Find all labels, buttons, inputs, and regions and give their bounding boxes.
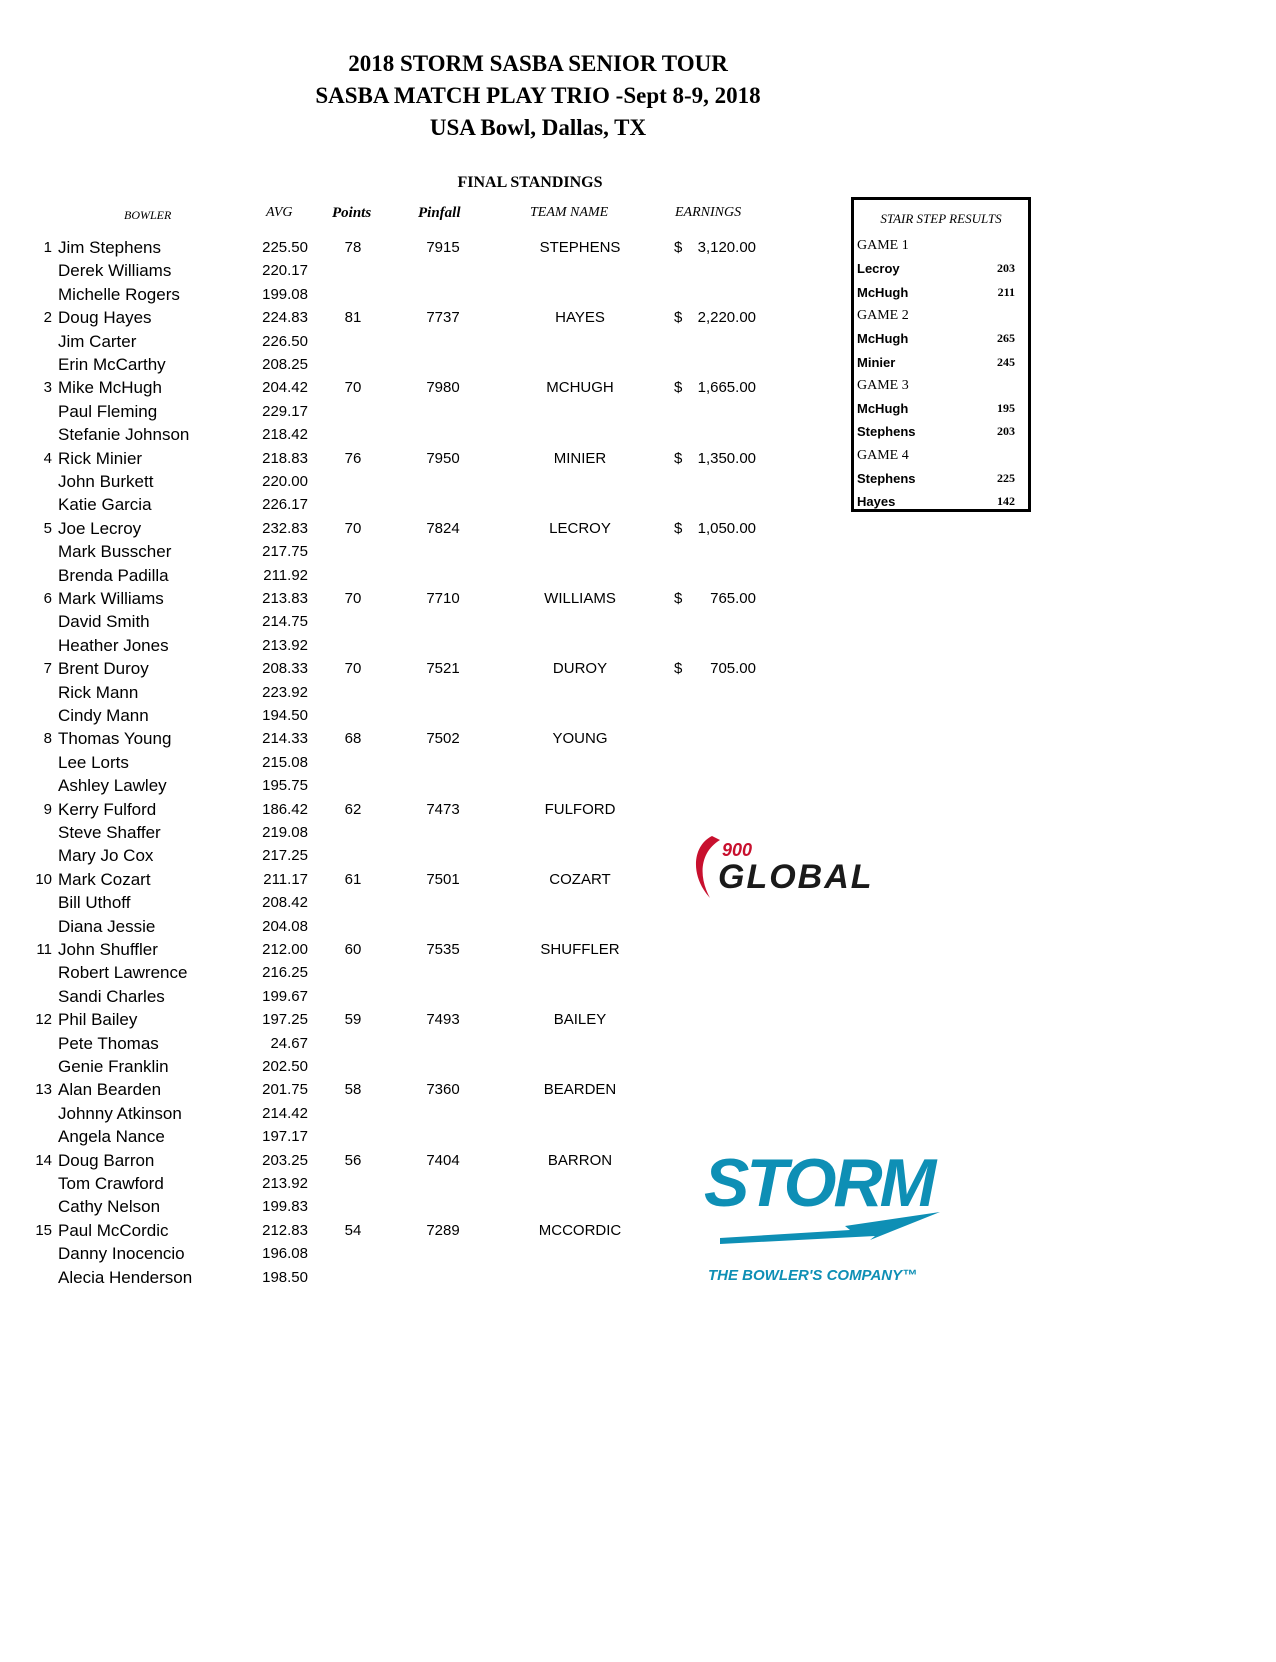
stair-step-title: STAIR STEP RESULTS	[880, 211, 1002, 226]
team-pinfall: 7915	[426, 239, 460, 256]
stair-step-player-score: 203	[997, 424, 1015, 439]
storm-logo-word: STORM	[704, 1145, 934, 1221]
team-pinfall: 7502	[426, 730, 460, 748]
bowler-average: 198.50	[262, 1268, 308, 1286]
team-name: WILLIAMS	[544, 590, 616, 607]
bowler-name: Doug Hayes	[58, 308, 152, 328]
stair-step-player-name: McHugh	[857, 331, 909, 347]
stair-step-player-score: 203	[997, 261, 1015, 276]
team-name: LECROY	[549, 519, 611, 537]
team-pinfall: 7360	[426, 1081, 460, 1099]
team-earnings: 3,120.00	[697, 239, 756, 256]
bowler-average: 194.50	[262, 707, 308, 724]
team-pinfall: 7493	[426, 1011, 460, 1029]
bowler-name: Doug Barron	[58, 1150, 155, 1170]
earnings-currency: $	[674, 449, 683, 467]
bowler-name: Johnny Atkinson	[58, 1103, 182, 1123]
team-name: BARRON	[547, 1151, 613, 1169]
bowler-name: Alan Bearden	[58, 1080, 162, 1100]
team-name: SHUFFLER	[540, 941, 620, 958]
bowler-name: Erin McCarthy	[58, 355, 166, 374]
team-earnings: 765.00	[710, 590, 756, 607]
bowler-name: Jim Carter	[58, 331, 137, 351]
team-points: 60	[344, 941, 362, 958]
bowler-name: Alecia Henderson	[58, 1267, 193, 1287]
document-title	[0, 48, 1076, 144]
team-rank: 5	[43, 519, 52, 537]
stair-step-player-score: 265	[997, 331, 1015, 346]
bowler-average: 226.50	[262, 332, 308, 350]
header-bowler: BOWLER	[124, 208, 172, 222]
bowler-average: 199.83	[262, 1198, 308, 1216]
bowler-average: 214.42	[262, 1104, 308, 1122]
bowler-average: 211.17	[263, 870, 308, 888]
bowler-average: 220.00	[262, 473, 308, 490]
stair-step-game-label: GAME 4	[857, 447, 909, 463]
bowler-name: Rick Mann	[58, 682, 139, 702]
stair-step-player-score: 225	[997, 471, 1015, 485]
bowler-name: John Shuffler	[58, 940, 158, 959]
bowler-name: Derek Williams	[58, 261, 172, 281]
stair-step-player-score: 211	[997, 284, 1015, 299]
team-points: 78	[344, 239, 362, 256]
bowler-average: 224.83	[262, 309, 308, 327]
900-global-number: 900	[722, 840, 753, 860]
bowler-average: 232.83	[262, 519, 308, 537]
stair-step-player-row	[857, 327, 1025, 350]
team-pinfall: 7404	[426, 1151, 460, 1169]
bowler-average: 229.17	[262, 402, 308, 420]
team-points: 76	[344, 449, 362, 467]
bowler-name: John Burkett	[58, 472, 154, 491]
team-name: YOUNG	[552, 730, 608, 748]
bowler-average: 225.50	[262, 239, 308, 256]
stair-step-player-row	[857, 467, 1025, 490]
stair-step-player-name: Hayes	[857, 494, 896, 510]
team-name: BAILEY	[553, 1011, 607, 1029]
bowler-average: 211.92	[263, 566, 308, 584]
team-points: 68	[344, 730, 362, 748]
team-rank: 3	[43, 379, 52, 397]
team-name: MCCORDIC	[538, 1221, 622, 1239]
bowler-average: 217.75	[262, 543, 308, 561]
team-rank: 10	[35, 870, 52, 888]
bowler-average: 216.25	[262, 964, 308, 982]
bowler-average: 199.08	[262, 285, 308, 303]
bowler-name: Ashley Lawley	[58, 776, 167, 796]
bowler-name: Mary Jo Cox	[58, 846, 154, 866]
team-name: FULFORD	[544, 800, 616, 818]
bowler-average: 212.00	[262, 941, 308, 958]
team-points: 54	[344, 1221, 362, 1239]
title-line-1: 2018 STORM SASBA SENIOR TOUR	[348, 51, 728, 76]
bowler-average: 214.75	[262, 613, 308, 631]
900-global-word: GLOBAL	[718, 858, 874, 896]
bowler-name: Sandi Charles	[58, 986, 165, 1006]
bowler-average: 214.33	[262, 730, 308, 748]
team-earnings: 705.00	[710, 660, 756, 678]
bowler-average: 223.92	[262, 683, 308, 701]
900-global-swoosh	[696, 836, 720, 898]
team-rank: 1	[43, 239, 52, 256]
section-title: FINAL STANDINGS	[457, 174, 603, 191]
bowler-average: 213.92	[262, 636, 308, 654]
bowler-average: 186.42	[262, 800, 308, 818]
bowler-average: 197.25	[262, 1011, 308, 1029]
team-name: BEARDEN	[543, 1081, 617, 1099]
bowler-name: Heather Jones	[58, 635, 169, 655]
bowler-name: David Smith	[58, 612, 150, 632]
team-points: 56	[344, 1151, 362, 1169]
team-rank: 4	[43, 449, 52, 467]
header-earnings: EARNINGS	[675, 205, 742, 220]
bowler-name: Michelle Rogers	[58, 284, 180, 304]
team-pinfall: 7501	[426, 870, 460, 888]
team-pinfall: 7473	[426, 800, 460, 818]
team-points: 58	[344, 1081, 362, 1099]
bowler-name: Paul Fleming	[58, 401, 158, 421]
bowler-average: 197.17	[262, 1128, 308, 1146]
bowler-average: 218.42	[262, 426, 308, 444]
bowler-name: Diana Jessie	[58, 916, 156, 936]
team-points: 61	[344, 870, 362, 888]
stair-step-game-label: GAME 1	[857, 238, 909, 253]
team-points: 70	[344, 660, 362, 678]
bowler-average: 219.08	[262, 824, 308, 841]
team-earnings: 1,050.00	[697, 519, 756, 537]
bowler-average: 203.25	[262, 1151, 308, 1169]
bowler-name: Genie Franklin	[58, 1057, 169, 1076]
bowler-average: 204.42	[262, 379, 308, 397]
bowler-name: Joe Lecroy	[58, 518, 142, 538]
team-earnings: 2,220.00	[697, 309, 756, 327]
bowler-name: Mike McHugh	[58, 378, 162, 398]
bowler-average: 213.92	[262, 1175, 308, 1192]
bowler-name: Brenda Padilla	[58, 565, 169, 585]
bowler-average: 217.25	[262, 847, 308, 865]
bowler-name: Angela Nance	[58, 1127, 165, 1147]
team-pinfall: 7521	[426, 660, 460, 678]
earnings-currency: $	[674, 309, 683, 327]
bowler-average: 208.42	[262, 894, 308, 912]
bowler-average: 208.25	[262, 356, 308, 373]
stair-step-player-row	[857, 257, 1025, 280]
bowler-average: 201.75	[262, 1081, 308, 1099]
stair-step-player-name: McHugh	[857, 401, 909, 417]
bowler-average: 195.75	[262, 777, 308, 795]
team-rank: 14	[35, 1151, 52, 1169]
team-rank: 9	[43, 800, 52, 818]
bowler-name: Paul McCordic	[58, 1220, 169, 1240]
team-rank: 11	[36, 941, 52, 958]
earnings-currency: $	[674, 519, 683, 537]
bowler-name: Steve Shaffer	[58, 823, 161, 842]
bowler-name: Thomas Young	[58, 729, 172, 749]
team-pinfall: 7737	[426, 309, 460, 327]
team-points: 62	[344, 800, 362, 818]
team-points: 70	[344, 519, 362, 537]
bowler-name: Stefanie Johnson	[58, 425, 190, 445]
header-avg: AVG	[266, 205, 293, 220]
team-name: HAYES	[555, 309, 605, 327]
bowler-average: 202.50	[262, 1058, 308, 1075]
stair-step-player-name: McHugh	[857, 284, 909, 300]
team-earnings: 1,350.00	[697, 449, 756, 467]
bowler-name: Cathy Nelson	[58, 1197, 161, 1217]
team-points: 70	[344, 590, 362, 607]
team-pinfall: 7710	[426, 590, 460, 607]
stair-step-player-score: 245	[997, 354, 1015, 369]
team-name: DUROY	[552, 660, 608, 678]
bowler-name: Danny Inocencio	[58, 1244, 185, 1264]
team-rank: 12	[35, 1011, 52, 1029]
team-name: STEPHENS	[539, 239, 621, 256]
team-name: MCHUGH	[546, 379, 614, 397]
team-pinfall: 7535	[426, 941, 460, 958]
stair-step-player-row	[857, 420, 1025, 443]
bowler-name: Brent Duroy	[58, 659, 149, 679]
bowler-average: 24.67	[270, 1034, 308, 1052]
bowler-name: Robert Lawrence	[58, 963, 188, 983]
stair-step-player-score: 195	[997, 401, 1015, 416]
bowler-average: 226.17	[262, 496, 308, 514]
bowler-name: Lee Lorts	[58, 752, 129, 772]
bowler-name: Bill Uthoff	[58, 893, 131, 913]
header-points: Points	[332, 205, 372, 221]
earnings-currency: $	[674, 590, 683, 607]
stair-step-game-label: GAME 2	[857, 307, 909, 323]
earnings-currency: $	[674, 379, 683, 397]
stair-step-player-row	[857, 490, 1025, 513]
stair-step-player-name: Stephens	[857, 471, 916, 486]
stair-step-player-name: Minier	[857, 354, 896, 370]
team-points: 81	[344, 309, 362, 327]
bowler-name: Tom Crawford	[58, 1174, 164, 1193]
bowler-average: 199.67	[262, 987, 308, 1005]
bowler-name: Phil Bailey	[58, 1010, 138, 1030]
team-points: 59	[344, 1011, 362, 1029]
stair-step-player-name: Stephens	[857, 424, 916, 440]
bowler-average: 213.83	[262, 590, 308, 607]
storm-logo	[700, 1140, 960, 1290]
team-pinfall: 7980	[426, 379, 460, 397]
bowler-name: Mark Williams	[58, 589, 164, 608]
stair-step-game-label: GAME 3	[857, 377, 909, 393]
earnings-currency: $	[674, 239, 683, 256]
team-rank: 2	[43, 309, 52, 327]
team-rank: 8	[43, 730, 52, 748]
bowler-average: 196.08	[262, 1245, 308, 1263]
bowler-name: Mark Cozart	[58, 869, 151, 889]
team-rank: 15	[35, 1221, 52, 1239]
bowler-average: 215.08	[262, 753, 308, 771]
team-pinfall: 7950	[426, 449, 460, 467]
bowler-name: Katie Garcia	[58, 495, 152, 515]
stair-step-results-box	[851, 197, 1031, 512]
bowler-average: 208.33	[262, 660, 308, 678]
title-line-2: SASBA MATCH PLAY TRIO -Sept 8-9, 2018	[315, 83, 761, 108]
bowler-name: Kerry Fulford	[58, 799, 157, 819]
stair-step-player-row	[857, 281, 1025, 304]
bowler-name: Cindy Mann	[58, 706, 149, 725]
header-team-name: TEAM NAME	[530, 205, 609, 220]
900-global-logo	[690, 828, 950, 908]
earnings-currency: $	[674, 660, 683, 678]
team-pinfall: 7289	[426, 1221, 460, 1239]
stair-step-player-row	[857, 351, 1025, 374]
bowler-average: 212.83	[262, 1221, 308, 1239]
team-earnings: 1,665.00	[697, 379, 756, 397]
team-name: MINIER	[553, 449, 607, 467]
stair-step-player-score: 142	[997, 494, 1015, 509]
team-rank: 6	[43, 590, 52, 607]
stair-step-player-row	[857, 397, 1025, 420]
storm-tagline: THE BOWLER'S COMPANY™	[708, 1267, 918, 1284]
bowler-average: 204.08	[262, 917, 308, 935]
bowler-name: Jim Stephens	[58, 238, 161, 257]
bowler-name: Pete Thomas	[58, 1033, 159, 1053]
bowler-name: Mark Busscher	[58, 542, 172, 562]
team-pinfall: 7824	[426, 519, 460, 537]
bowler-average: 218.83	[262, 449, 308, 467]
stair-step-player-name: Lecroy	[857, 261, 900, 277]
header-pinfall: Pinfall	[418, 205, 461, 221]
team-points: 70	[344, 379, 362, 397]
team-rank: 13	[35, 1081, 52, 1099]
title-line-3: USA Bowl, Dallas, TX	[429, 115, 647, 140]
team-rank: 7	[43, 660, 52, 678]
bowler-average: 220.17	[262, 262, 308, 280]
team-name: COZART	[549, 870, 611, 888]
bowler-name: Rick Minier	[58, 448, 143, 468]
